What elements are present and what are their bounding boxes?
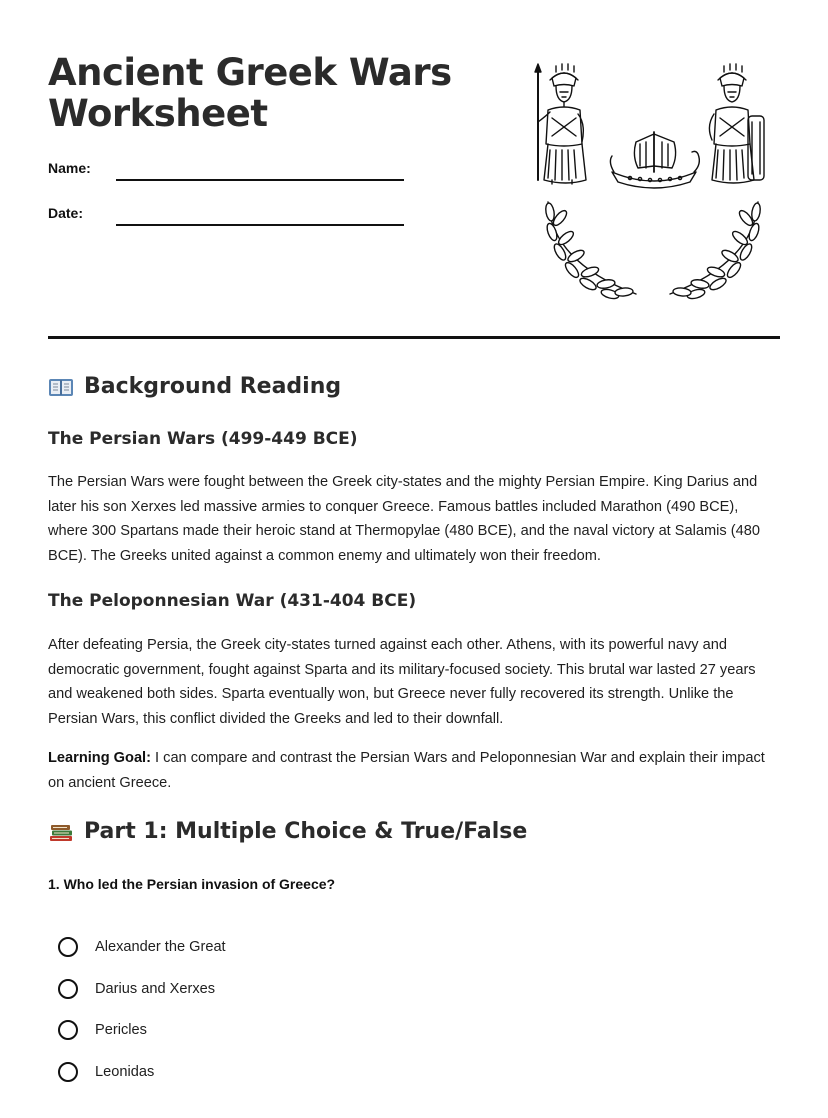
question-1: 1. Who led the Persian invasion of Greece?	[48, 876, 336, 892]
header-divider	[48, 336, 780, 339]
open-book-icon	[48, 376, 74, 398]
learning-goal	[48, 746, 782, 795]
q1-option-1[interactable]	[58, 935, 226, 959]
radio-button[interactable]	[58, 1020, 78, 1040]
worksheet-page	[48, 0, 780, 1080]
q1-option-4[interactable]	[58, 1060, 154, 1084]
option-label: Leonidas	[95, 1064, 155, 1080]
radio-button[interactable]	[58, 979, 78, 999]
peloponnesian-war-paragraph: After defeating Persia, the Greek city-states turned against each other. Athens, with its powerful navy and democratic government, fought against Sparta and its military-focused society. This brutal war lasted 27 years and weakened both sides. Sparta eventually won, but Greece never fully recovered its strength. Unlike the Persian Wars, this conflict divided the Greeks and led to their downfall.	[48, 637, 756, 727]
ship-icon	[610, 132, 699, 188]
background-heading-text: Background Reading	[84, 374, 342, 399]
name-field[interactable]	[48, 160, 404, 182]
part1-heading-text: Part 1: Multiple Choice & True/False	[84, 819, 528, 844]
persian-wars-paragraph: The Persian Wars were fought between the Greek city-states and the mighty Persian Empire. King Darius and later his son Xerxes led massive armies to conquer Greece. Famous battles included Marathon (490 BCE), where 300 Spartans made their heroic stand at Thermopylae (480 BCE), and the naval victory at Salamis (480 BCE). The Greeks united against a common enemy and ultimately won their freedom.	[48, 474, 760, 564]
date-field[interactable]	[48, 205, 404, 227]
date-label: Date:	[48, 205, 84, 221]
date-blank-line[interactable]	[116, 224, 404, 226]
learning-goal-text: I can compare and contrast the Persian Wars and Peloponnesian War and explain their impact on ancient Greece.	[48, 750, 765, 791]
q1-option-2[interactable]	[58, 977, 215, 1001]
option-label: Pericles	[95, 1022, 147, 1038]
option-label: Darius and Xerxes	[95, 981, 216, 997]
title-line-2: Worksheet	[48, 92, 268, 135]
left-soldier-icon	[535, 64, 586, 184]
radio-button[interactable]	[58, 937, 78, 957]
name-label: Name:	[48, 160, 91, 176]
right-soldier-icon	[709, 64, 764, 183]
peloponnesian-war-heading: The Peloponnesian War (431-404 BCE)	[48, 591, 417, 611]
greek-soldiers-ship-laurel-illustration	[526, 62, 780, 302]
page-title	[48, 52, 452, 134]
option-label: Alexander the Great	[95, 939, 226, 955]
background-heading	[48, 374, 341, 399]
learning-goal-label: Learning Goal:	[48, 750, 151, 766]
persian-wars-heading: The Persian Wars (499-449 BCE)	[48, 429, 358, 449]
part1-heading	[48, 819, 527, 844]
name-blank-line[interactable]	[116, 179, 404, 181]
q1-option-3[interactable]	[58, 1018, 147, 1042]
radio-button[interactable]	[58, 1062, 78, 1082]
title-line-1: Ancient Greek Wars	[48, 51, 452, 94]
worksheet-header	[48, 0, 780, 338]
stack-of-books-icon	[48, 821, 74, 843]
laurel-wreath-icon	[544, 202, 761, 300]
